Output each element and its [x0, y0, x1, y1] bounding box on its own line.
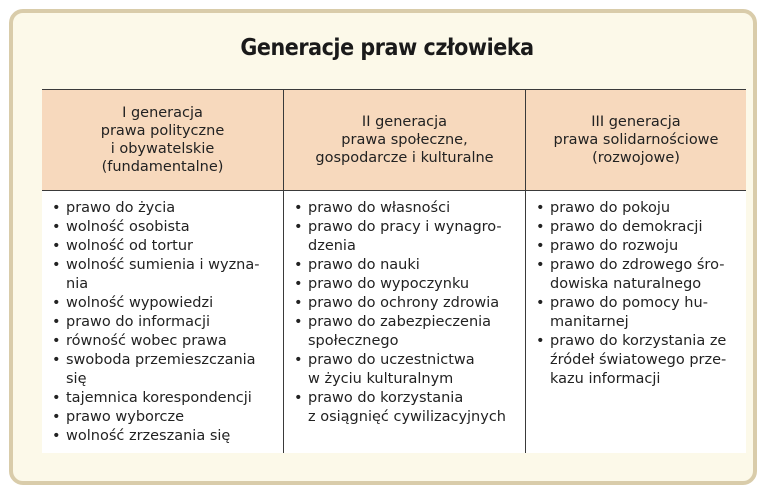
header-line: prawa solidarnościowe — [553, 132, 719, 148]
list-item-text: • prawo do rozwoju — [550, 238, 679, 254]
list-item-text: • prawo do ochrony zdrowia — [308, 295, 500, 311]
rights-list-1 — [52, 199, 283, 446]
list-item-text: • prawo do życia — [66, 200, 176, 216]
list-item-text: • wolność wypowiedzi — [66, 295, 214, 311]
list-item — [52, 389, 283, 408]
list-item-text: • prawo do demokracji — [550, 219, 703, 235]
list-item-text: • prawo do korzystania ze — [550, 333, 727, 349]
column-header-3 — [526, 90, 746, 191]
list-item-text: nia — [66, 276, 89, 292]
list-item-text: • prawo wyborcze — [66, 409, 185, 425]
list-item-text: • prawo do własności — [308, 200, 451, 216]
header-line: I generacja — [122, 105, 203, 121]
list-item-text: • swoboda przemieszczania — [66, 352, 256, 368]
list-item-text: • prawo do zabezpieczenia — [308, 314, 492, 330]
list-item — [294, 313, 525, 351]
list-item — [52, 313, 283, 332]
header-line: gospodarcze i kulturalne — [315, 150, 494, 166]
list-item — [52, 332, 283, 351]
header-line: prawa polityczne — [100, 123, 225, 139]
list-item-text: • równość wobec prawa — [66, 333, 227, 349]
list-item-text: • prawo do pomocy hu- — [550, 295, 708, 311]
list-item — [294, 199, 525, 218]
header-line: II generacja — [361, 114, 448, 130]
list-item-text: manitarnej — [550, 314, 629, 330]
list-item — [52, 408, 283, 427]
list-item-text: dzenia — [308, 238, 356, 254]
list-item — [294, 389, 525, 427]
column-header-text — [315, 113, 493, 167]
list-item — [52, 351, 283, 389]
page-title: Generacje praw człowieka — [240, 35, 534, 61]
list-item — [52, 294, 283, 313]
list-item-text: • prawo do wypoczynku — [308, 276, 470, 292]
column-body-1 — [42, 191, 284, 453]
list-item-text: • wolność sumienia i wyzna- — [66, 257, 260, 273]
list-item-text: • prawo do informacji — [66, 314, 211, 330]
header-line: prawa społeczne, — [341, 132, 468, 148]
header-line: (fundamentalne) — [101, 159, 224, 175]
column-body-3 — [526, 191, 746, 453]
list-item — [536, 237, 746, 256]
list-item — [52, 218, 283, 237]
header-line: i obywatelskie — [110, 141, 215, 157]
list-item — [294, 256, 525, 275]
column-header-2 — [284, 90, 526, 191]
list-item — [52, 237, 283, 256]
list-item-text: • prawo do nauki — [308, 257, 420, 273]
list-item-text: • wolność od tortur — [66, 238, 193, 254]
list-item-text: • prawo do pokoju — [550, 200, 671, 216]
list-item-text: • prawo do zdrowego śro- — [550, 257, 725, 273]
header-line: III generacja — [591, 114, 681, 130]
list-item — [536, 218, 746, 237]
column-header-text — [101, 104, 225, 176]
list-item-text: dowiska naturalnego — [550, 276, 702, 292]
list-item — [536, 294, 746, 332]
rights-list-2 — [294, 199, 525, 427]
list-item — [536, 256, 746, 294]
list-item-text: się — [66, 371, 87, 387]
list-item-text: kazu informacji — [550, 371, 661, 387]
list-item-text: • wolność zrzeszania się — [66, 428, 231, 444]
list-item — [52, 256, 283, 294]
column-header-1 — [42, 90, 284, 191]
list-item — [536, 332, 746, 389]
list-item-text: • wolność osobista — [66, 219, 190, 235]
list-item — [294, 294, 525, 313]
list-item-text: • prawo do uczestnictwa — [308, 352, 475, 368]
list-item — [52, 427, 283, 446]
list-item-text: • tajemnica korespondencji — [66, 390, 252, 406]
list-item-text: społecznego — [308, 333, 399, 349]
list-item — [294, 275, 525, 294]
list-item-text: z osiągnięć cywilizacyjnych — [308, 409, 506, 425]
column-body-2 — [284, 191, 526, 453]
header-line: (rozwojowe) — [592, 150, 680, 166]
list-item-text: • prawo do korzystania — [308, 390, 464, 406]
list-item — [52, 199, 283, 218]
list-item-text: źródeł światowego prze- — [550, 352, 727, 368]
list-item — [294, 351, 525, 389]
list-item — [536, 199, 746, 218]
rights-table — [42, 89, 746, 452]
list-item-text: w życiu kulturalnym — [308, 371, 454, 387]
list-item — [294, 218, 525, 256]
column-header-text — [554, 113, 719, 167]
list-item-text: • prawo do pracy i wynagro- — [308, 219, 502, 235]
rights-list-3 — [536, 199, 746, 389]
content-frame — [9, 9, 757, 485]
